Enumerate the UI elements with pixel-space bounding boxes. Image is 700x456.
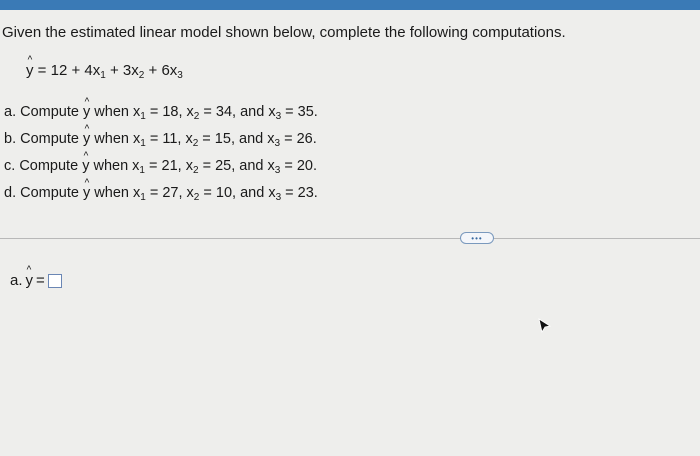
answer-label: a.: [10, 272, 23, 289]
mouse-pointer-icon: [538, 318, 552, 334]
part-a: a. Compute ^ y when $x_1 = 18$, $x_2 = 34$, and $x_3 = 35$.: [4, 104, 318, 122]
more-options-button[interactable]: •••: [460, 232, 494, 244]
part-c: c. Compute ^ y when $x_1 = 21$, $x_2 = 25$, and $x_3 = 20$.: [4, 158, 317, 176]
y-hat: ^ y: [26, 62, 34, 79]
answer-y-hat: ^ y: [26, 272, 34, 289]
question-prompt: Given the estimated linear model shown below, complete the following computations.: [2, 24, 566, 41]
top-header-bar: [0, 0, 700, 10]
section-divider: [0, 238, 700, 239]
answer-row-a: a. ^ y =: [10, 272, 62, 289]
answer-input-box[interactable]: [48, 274, 62, 288]
model-equation: ^ $y = 12 + 4x_1 + 3x_2 + 6x_3$: [26, 62, 183, 81]
term-1: 4x: [84, 62, 101, 79]
term-3: 6x: [161, 62, 178, 79]
part-b: b. Compute ^ y when $x_1 = 11$, $x_2 = 15$, and $x_3 = 26$.: [4, 131, 317, 149]
intercept: 12: [50, 62, 68, 79]
part-d: d. Compute ^ y when $x_1 = 27$, $x_2 = 10$, and $x_3 = 23$.: [4, 185, 318, 203]
term-2: 3x: [122, 62, 139, 79]
